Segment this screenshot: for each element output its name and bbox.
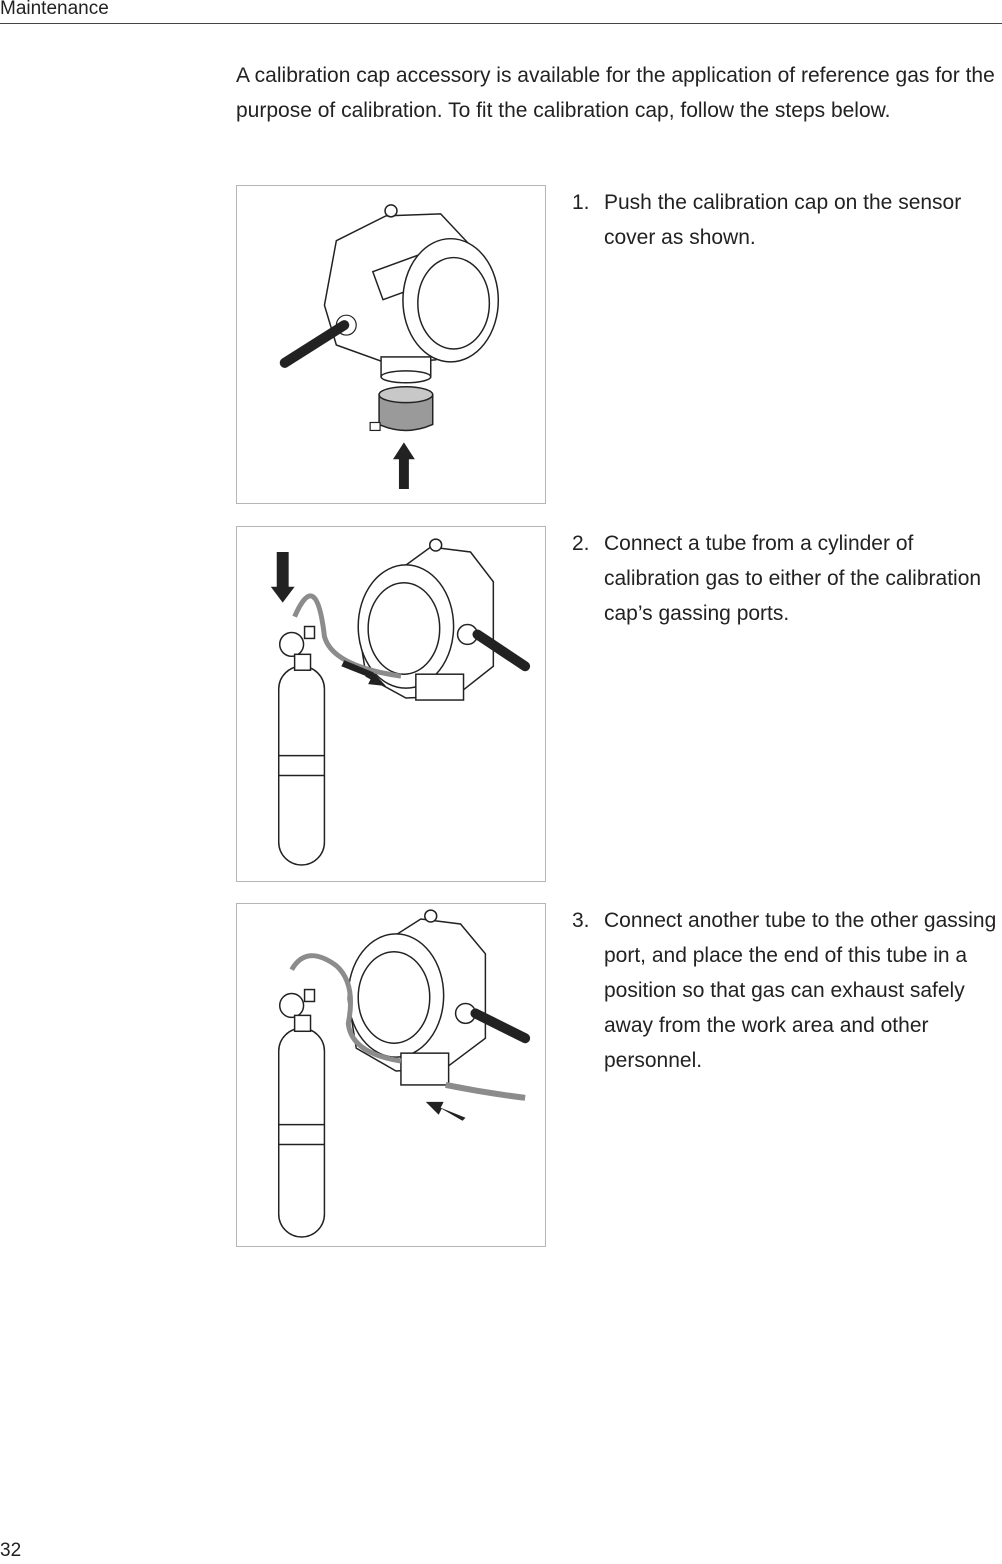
step-2-number: 2.: [572, 532, 590, 555]
left-arrow-icon: [426, 1102, 466, 1121]
step-1: [572, 185, 1002, 255]
running-header: [0, 0, 1002, 24]
gas-detector-cap-illustration: [237, 186, 545, 503]
step-1-number: 1.: [572, 191, 590, 214]
intro-paragraph: A calibration cap accessory is available for the application of reference gas for the purpose of calibration. To fit the calibration cap, follow the steps below.: [236, 64, 995, 122]
figure-connect-tube: [236, 526, 546, 882]
step-2-text: Connect a tube from a cylinder of calibration gas to either of the calibration cap’s gassing ports.: [604, 532, 982, 625]
up-arrow-icon: [393, 442, 415, 489]
down-arrow-icon: [271, 552, 295, 603]
page-number: 32: [0, 1540, 22, 1561]
section-title: Maintenance: [0, 0, 109, 19]
figure-push-cap: [236, 185, 546, 504]
step-3-text: Connect another tube to the other gassing port, and place the end of this tube in a position so that gas can exhaust safely away from the work area and other personnel.: [604, 909, 997, 1072]
gas-cylinder-exhaust-illustration: [237, 904, 545, 1246]
gas-cylinder-tube-illustration: [237, 527, 545, 881]
step-1-text: Push the calibration cap on the sensor cover as shown.: [604, 191, 962, 249]
figure-exhaust-tube: [236, 903, 546, 1247]
step-3: [572, 903, 1002, 1078]
step-2: [572, 526, 1002, 631]
step-3-number: 3.: [572, 909, 590, 932]
